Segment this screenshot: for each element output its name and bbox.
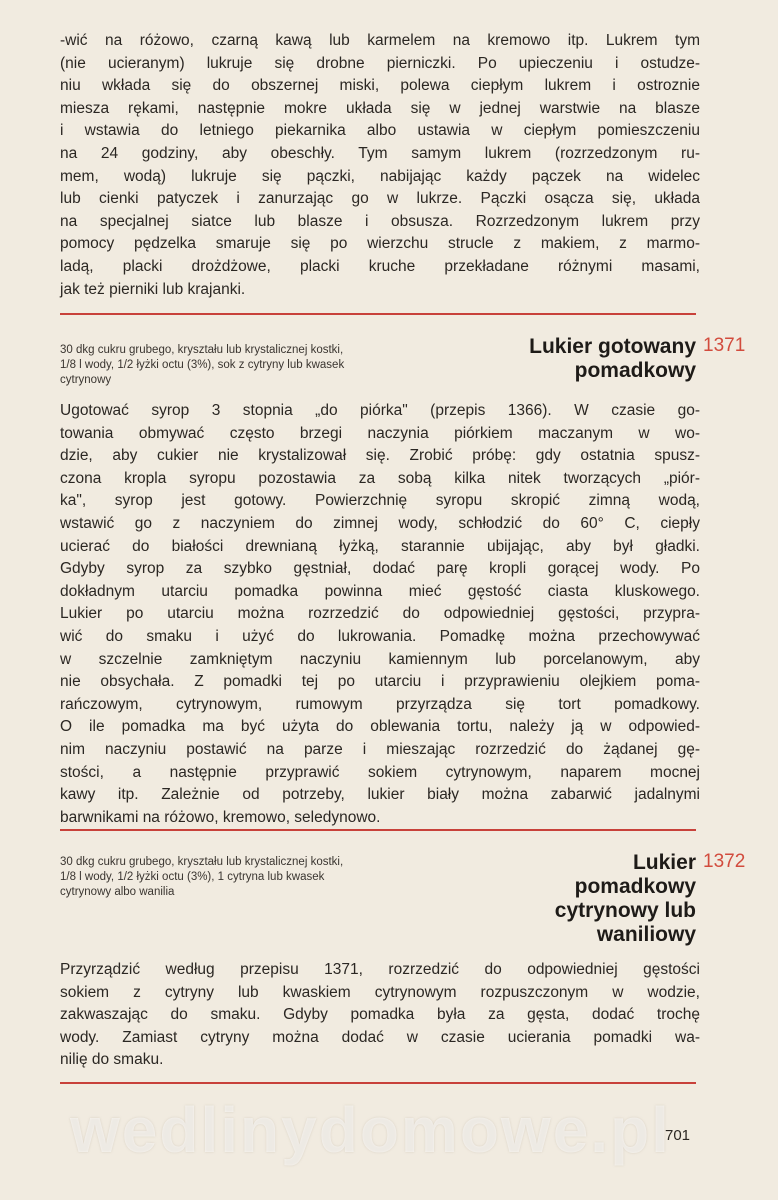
text-line: dokładnym utarciu pomadka powinna mieć gęstość ciasta kluskowego. [60, 582, 700, 600]
text-line: Lukier po utarciu można rozrzedzić do odpowiedniej gęstości, przypra- [60, 605, 700, 623]
text-line: wstawić go z naczyniem do zimnej wody, schłodzić do 60° C, ciepły [60, 514, 700, 532]
text-line: wić do smaku i użyć do lukrowania. Pomadkę można przechowywać [60, 627, 700, 645]
text-line: pomocy pędzelka smaruje się po wierzchu strucle z makiem, z marmo- [60, 235, 700, 253]
text-line: 1/8 l wody, 1/2 łyżki octu (3%), sok z cytryny lub kwasek [60, 359, 345, 371]
text-line: jak też pierniki lub krajanki. [60, 280, 246, 298]
text-line: Gdyby syrop za szybko gęstniał, dodać parę kropli gorącej wody. Po [60, 560, 700, 578]
recipe-body-1371 [60, 400, 700, 829]
ingredients-1372 [60, 855, 480, 900]
text-line: O ile pomadka ma być użyta do oblewania tortu, należy ją w odpowied- [60, 718, 700, 736]
intro-paragraph [60, 30, 700, 301]
text-line: zakwaszając do smaku. Gdyby pomadka była za gęsta, dodać trochę [60, 1006, 700, 1024]
text-line: cytrynowy [60, 374, 112, 386]
text-line: kawy itp. Zależnie od potrzeby, lukier biały można zabarwić jadalnymi [60, 786, 700, 804]
text-line: 1/8 l wody, 1/2 łyżki octu (3%), 1 cytryna lub kwasek [60, 871, 325, 883]
text-line: na specjalnej siatce lub blasze i obsusza. Rozrzedzonym lukrem przy [60, 212, 700, 230]
text-line: ucierać do białości drewnianą łyżką, starannie ubijając, aby był gładki. [60, 537, 700, 555]
text-line: nilię do smaku. [60, 1051, 164, 1069]
text-line: Ugotować syrop 3 stopnia „do piórka" (przepis 1366). W czasie go- [60, 402, 700, 419]
text-line: niu wkłada się do obszernej miski, polewa ciepłym lukrem i ostroznie [60, 77, 700, 95]
text-line: Przyrządzić według przepisu 1371, rozrzedzić do odpowiedniej gęstości [60, 961, 700, 978]
text-line: ka", syrop jest gotowy. Powierzchnię syropu skropić zimną wodą, [60, 492, 700, 510]
text-line: pomadkowy [574, 359, 696, 382]
text-line: i wstawia do letniego piekarnika albo ustawia w ciepłym pomieszczeniu [60, 122, 700, 140]
section-divider [60, 313, 696, 315]
text-line: barwnikami na różowo, kremowo, seledynowo. [60, 808, 381, 826]
text-line: (nie ucieranym) lukruje się drobne pierniczki. Po upieczeniu i ostudze- [60, 54, 700, 72]
recipe-title-1372 [555, 851, 696, 947]
text-line: Lukier [632, 851, 696, 874]
text-line: rańczowym, cytrynowym, rumowym przyrządza się tort pomadkowy. [60, 695, 700, 713]
text-line: cytrynowy lub [554, 899, 696, 922]
text-line: ladą, placki drożdżowe, placki kruche przekładane różnymi masami, [60, 257, 700, 275]
text-line: sokiem z cytryny lub kwaskiem cytrynowym rozpuszczonym w wodzie, [60, 983, 700, 1001]
text-line: nim naczyniu postawić na parze i mieszając rozrzedzić do żądanej gę- [60, 740, 700, 758]
text-line: miesza rękami, następnie mokre układa się w jednej warstwie na blasze [60, 99, 700, 117]
text-line: czona kropla syropu pozostawia za sobą kilka nitek tworzących „piór- [60, 469, 700, 487]
text-line: mem, wodą) lukruje się pączki, nabijając każdy pączek na widelec [60, 167, 700, 185]
text-line: 30 dkg cukru grubego, kryształu lub krystalicznej kostki, [60, 856, 344, 868]
text-line: towania obmywać często brzegi naczynia piórkiem maczanym w wo- [60, 424, 700, 442]
recipe-body-1372 [60, 959, 700, 1072]
text-line: -wić na różowo, czarną kawą lub karmelem na kremowo itp. Lukrem tym [60, 32, 700, 49]
text-line: cytrynowy albo wanilia [60, 886, 175, 898]
text-line: lub cienki patyczek i zanurzając go w lukrze. Pączki osącza się, układa [60, 190, 700, 208]
recipe-number-1371: 1371 [703, 335, 746, 356]
text-line: w szczelnie zamkniętym naczyniu kamiennym lub porcelanowym, aby [60, 650, 700, 668]
text-line: nie obsychała. Z pomadki tej po utarciu i przyprawieniu olejkiem poma- [60, 673, 700, 691]
ingredients-1371 [60, 343, 480, 388]
watermark: wedlinydomowe.pl [70, 1094, 671, 1166]
text-line: pomadkowy [574, 875, 696, 898]
text-line: Lukier gotowany [529, 335, 696, 358]
page-number: 701 [665, 1127, 691, 1144]
text-line: waniliowy [596, 923, 696, 946]
text-line: stości, a następnie przyprawić sokiem cytrynowym, naparem mocnej [60, 763, 700, 781]
text-line: 30 dkg cukru grubego, kryształu lub krystalicznej kostki, [60, 344, 344, 356]
text-line: dzie, aby cukier nie krystalizował się. Zrobić próbę: gdy ostatnia spusz- [60, 447, 700, 465]
section-divider [60, 1082, 696, 1084]
text-line: wody. Zamiast cytryny można dodać w czasie ucierania pomadki wa- [60, 1028, 700, 1046]
recipe-title-1371 [529, 335, 696, 383]
section-divider [60, 829, 696, 831]
text-line: na 24 godziny, aby obeschły. Tym samym lukrem (rozrzedzonym ru- [60, 144, 700, 162]
recipe-number-1372: 1372 [703, 851, 746, 872]
